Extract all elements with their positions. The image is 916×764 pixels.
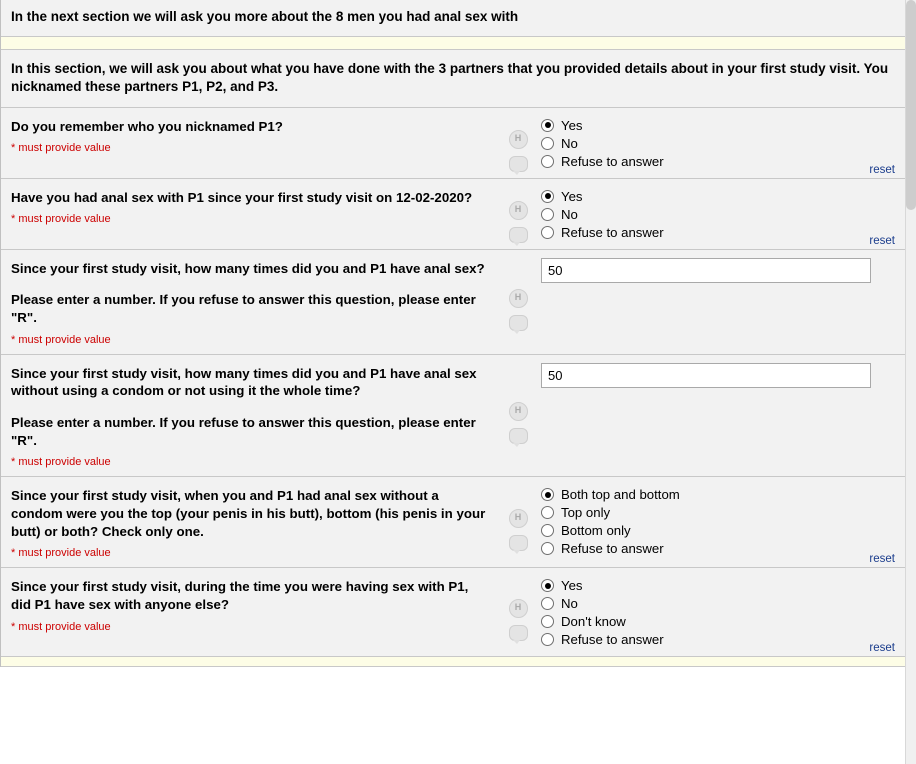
reset-link[interactable]: reset <box>869 234 895 247</box>
radio-option[interactable] <box>541 118 895 133</box>
radio-button[interactable] <box>541 137 554 150</box>
question-icons <box>501 355 535 477</box>
radio-option[interactable] <box>541 578 895 593</box>
radio-label: Bottom only <box>561 523 631 539</box>
required-note: * must provide value <box>11 213 111 226</box>
radio-button[interactable] <box>541 506 554 519</box>
radio-option[interactable] <box>541 541 895 556</box>
comment-icon[interactable] <box>509 535 528 551</box>
reset-link[interactable]: reset <box>869 553 895 566</box>
history-icon[interactable]: H <box>509 289 528 308</box>
history-icon[interactable]: H <box>509 509 528 528</box>
section-intro: In this section, we will ask you about what you have done with the 3 partners that you provided details about in your first study visit. You nicknamed these partners P1, P2, and P3. <box>1 50 905 108</box>
radio-label: Both top and bottom <box>561 487 680 503</box>
required-note: * must provide value <box>11 456 111 469</box>
answer-cell <box>535 355 905 477</box>
radio-button[interactable] <box>541 155 554 168</box>
question-instruction: Please enter a number. If you refuse to answer this question, please enter "R". <box>11 292 476 325</box>
question-row <box>1 477 905 568</box>
radio-button[interactable] <box>541 119 554 132</box>
radio-label: Don't know <box>561 614 626 630</box>
question-row <box>1 568 905 657</box>
radio-option[interactable] <box>541 225 895 240</box>
radio-label: No <box>561 135 578 151</box>
radio-button[interactable] <box>541 542 554 555</box>
comment-icon[interactable] <box>509 156 528 172</box>
answer-cell <box>535 108 905 178</box>
radio-label: No <box>561 596 578 612</box>
comment-icon[interactable] <box>509 625 528 641</box>
radio-option[interactable] <box>541 523 895 538</box>
radio-button[interactable] <box>541 190 554 203</box>
answer-cell <box>535 179 905 249</box>
page-scrollbar[interactable] <box>905 0 916 764</box>
question-icons <box>501 568 535 656</box>
question-row <box>1 108 905 179</box>
radio-option[interactable] <box>541 505 895 520</box>
question-icons <box>501 250 535 354</box>
radio-option[interactable] <box>541 207 895 222</box>
question-text: Have you had anal sex with P1 since your first study visit on 12-02-2020? <box>11 189 473 205</box>
question-icons <box>501 179 535 249</box>
question-text: Since your first study visit, how many times did you and P1 have anal sex? <box>11 260 485 276</box>
comment-icon[interactable] <box>509 315 528 331</box>
comment-icon[interactable] <box>509 428 528 444</box>
question-row <box>1 250 905 355</box>
radio-button[interactable] <box>541 597 554 610</box>
question-label-cell <box>1 355 501 477</box>
radio-label: Refuse to answer <box>561 632 664 648</box>
question-label-cell <box>1 477 501 567</box>
radio-button[interactable] <box>541 208 554 221</box>
required-note: * must provide value <box>11 142 111 155</box>
radio-option[interactable] <box>541 596 895 611</box>
radio-button[interactable] <box>541 488 554 501</box>
required-note: * must provide value <box>11 620 111 633</box>
question-text: Do you remember who you nicknamed P1? <box>11 118 283 134</box>
question-icons <box>501 477 535 567</box>
answer-cell <box>535 250 905 354</box>
history-icon[interactable]: H <box>509 130 528 149</box>
scrollbar-thumb[interactable] <box>906 0 916 210</box>
radio-option[interactable] <box>541 487 895 502</box>
yellow-spacer <box>1 37 905 50</box>
question-label-cell <box>1 250 501 354</box>
radio-button[interactable] <box>541 615 554 628</box>
section-banner: In the next section we will ask you more about the 8 men you had anal sex with <box>1 0 905 37</box>
radio-button[interactable] <box>541 579 554 592</box>
question-text: Since your first study visit, during the time you were having sex with P1, did P1 have sex with anyone else? <box>11 579 469 612</box>
radio-button[interactable] <box>541 524 554 537</box>
radio-option[interactable] <box>541 154 895 169</box>
radio-option[interactable] <box>541 189 895 204</box>
radio-option[interactable] <box>541 136 895 151</box>
radio-label: Yes <box>561 578 583 594</box>
reset-link[interactable]: reset <box>869 642 895 655</box>
radio-option[interactable] <box>541 632 895 647</box>
question-row <box>1 179 905 250</box>
answer-cell <box>535 568 905 656</box>
radio-label: Yes <box>561 117 583 133</box>
answer-cell <box>535 477 905 567</box>
question-label-cell <box>1 568 501 656</box>
radio-label: No <box>561 206 578 222</box>
history-icon[interactable]: H <box>509 201 528 220</box>
radio-option[interactable] <box>541 614 895 629</box>
question-text: Since your first study visit, how many times did you and P1 have anal sex without using a condom or not using it the whole time? <box>11 365 477 399</box>
radio-label: Yes <box>561 188 583 204</box>
question-icons <box>501 108 535 178</box>
radio-label: Refuse to answer <box>561 153 664 169</box>
radio-button[interactable] <box>541 226 554 239</box>
required-note: * must provide value <box>11 333 111 346</box>
bottom-yellow-strip <box>1 657 905 667</box>
question-label-cell <box>1 108 501 178</box>
required-note: * must provide value <box>11 547 111 560</box>
numeric-answer-input[interactable] <box>541 258 871 283</box>
reset-link[interactable]: reset <box>869 163 895 176</box>
radio-label: Refuse to answer <box>561 541 664 557</box>
question-row <box>1 355 905 478</box>
radio-label: Top only <box>561 505 611 521</box>
numeric-answer-input[interactable] <box>541 363 871 388</box>
radio-button[interactable] <box>541 633 554 646</box>
question-instruction: Please enter a number. If you refuse to answer this question, please enter "R". <box>11 414 476 448</box>
comment-icon[interactable] <box>509 227 528 243</box>
history-icon[interactable]: H <box>509 599 528 618</box>
history-icon[interactable]: H <box>509 402 528 421</box>
question-text: Since your first study visit, when you and P1 had anal sex without a condom were you the top (your penis in his butt), bottom (his penis in your butt) or both? Check only one. <box>11 488 486 539</box>
question-label-cell <box>1 179 501 249</box>
radio-label: Refuse to answer <box>561 224 664 240</box>
